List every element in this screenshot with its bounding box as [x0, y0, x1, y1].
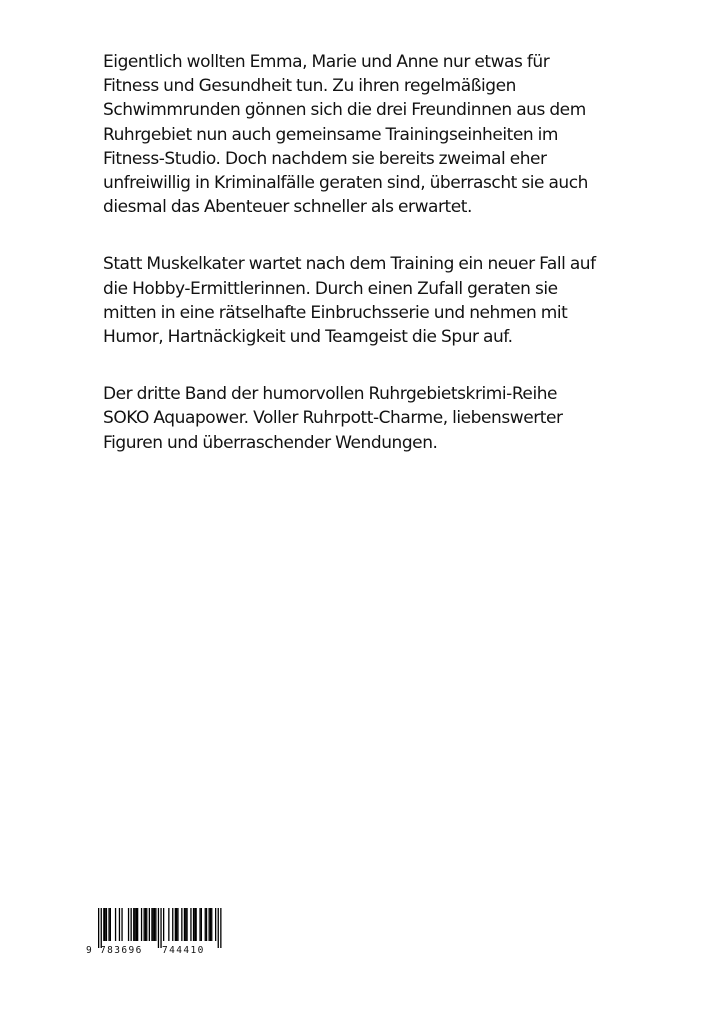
barcode-bar: [144, 908, 145, 941]
barcode-bar: [190, 908, 191, 941]
barcode-bar: [151, 908, 152, 941]
barcode-bar: [131, 908, 132, 941]
barcode-bar: [206, 908, 207, 941]
barcode-bar: [141, 908, 142, 941]
barcode-bar: [205, 908, 206, 941]
isbn-right-digits: 744410: [162, 945, 205, 956]
barcode-bar: [184, 908, 185, 941]
barcode-guard-bar: [160, 908, 161, 948]
barcode-bar: [186, 908, 187, 941]
barcode-bar: [137, 908, 138, 941]
barcode-bar: [106, 908, 107, 941]
barcode-guard-bar: [158, 908, 159, 948]
barcode-bar: [193, 908, 194, 941]
barcode-bar: [201, 908, 202, 941]
barcode-bar: [103, 908, 104, 941]
barcode-guard-bar: [220, 908, 221, 948]
barcode-bar: [119, 908, 120, 941]
barcode-bar: [153, 908, 154, 941]
barcode-bar: [215, 908, 216, 941]
barcode-bar: [172, 908, 173, 941]
blurb-text: [103, 50, 623, 488]
barcode-guard-bar: [98, 908, 99, 948]
barcode-bar: [149, 908, 150, 941]
barcode-bar: [134, 908, 135, 941]
barcode-bar: [133, 908, 134, 941]
blurb-paragraph-3: Der dritte Band der humorvollen Ruhrgebietskrimi-Reihe SOKO Aquapower. Voller Ruhrpott-Charme, liebenswerter Figuren und überraschender Wendungen.: [103, 384, 563, 453]
barcode-bar: [194, 908, 195, 941]
barcode-bar: [145, 908, 146, 941]
barcode-bar: [154, 908, 155, 941]
barcode-bar: [163, 908, 164, 941]
barcode-bar: [210, 908, 211, 941]
blurb-paragraph-1: Eigentlich wollten Emma, Marie und Anne nur etwas für Fitness und Gesundheit tun. Zu ihren regelmäßigen Schwimmrunden gönnen sich die drei Freundinnen aus dem Ruhrgebiet nun auch gemeinsame Trainingseinheiten im Fitness-Studio. Doch nachdem sie bereits zweimal eher unfreiwillig in Kriminalfälle geraten sind, überrascht sie auch diesmal das Abenteuer schneller als erwartet.: [103, 52, 588, 218]
barcode-guard-bar: [101, 908, 102, 948]
barcode-bar: [175, 908, 176, 941]
barcode-bar: [199, 908, 200, 941]
barcode-bar: [176, 908, 177, 941]
blurb-paragraph-2: Statt Muskelkater wartet nach dem Training ein neuer Fall auf die Hobby-Ermittlerinnen. Durch einen Zufall geraten sie mitten in eine rätselhafte Einbruchsserie und nehmen mit Humor, Hartnäckigkeit und Teamgeist die Spur auf.: [103, 254, 596, 348]
barcode-bar: [105, 908, 106, 941]
barcode-bar: [177, 908, 178, 941]
barcode-bar: [146, 908, 147, 941]
barcode-bar: [110, 908, 111, 941]
barcode-bar: [196, 908, 197, 941]
barcode-bar: [108, 908, 109, 941]
barcode-bar: [168, 908, 169, 941]
isbn-left-digits: 783696: [100, 945, 143, 956]
barcode-bar: [185, 908, 186, 941]
isbn-barcode: [86, 908, 226, 960]
isbn-lead-digit: 9: [86, 945, 94, 956]
barcode-bar: [211, 908, 212, 941]
barcode-bar: [209, 908, 210, 941]
barcode-bar: [155, 908, 156, 941]
barcode-bar: [115, 908, 116, 941]
barcode-bars: [86, 908, 226, 948]
barcode-bar: [136, 908, 137, 941]
barcode-bar: [181, 908, 182, 941]
barcode-guard-bar: [218, 908, 219, 948]
barcode-bar: [121, 908, 122, 941]
barcode-bar: [128, 908, 129, 941]
